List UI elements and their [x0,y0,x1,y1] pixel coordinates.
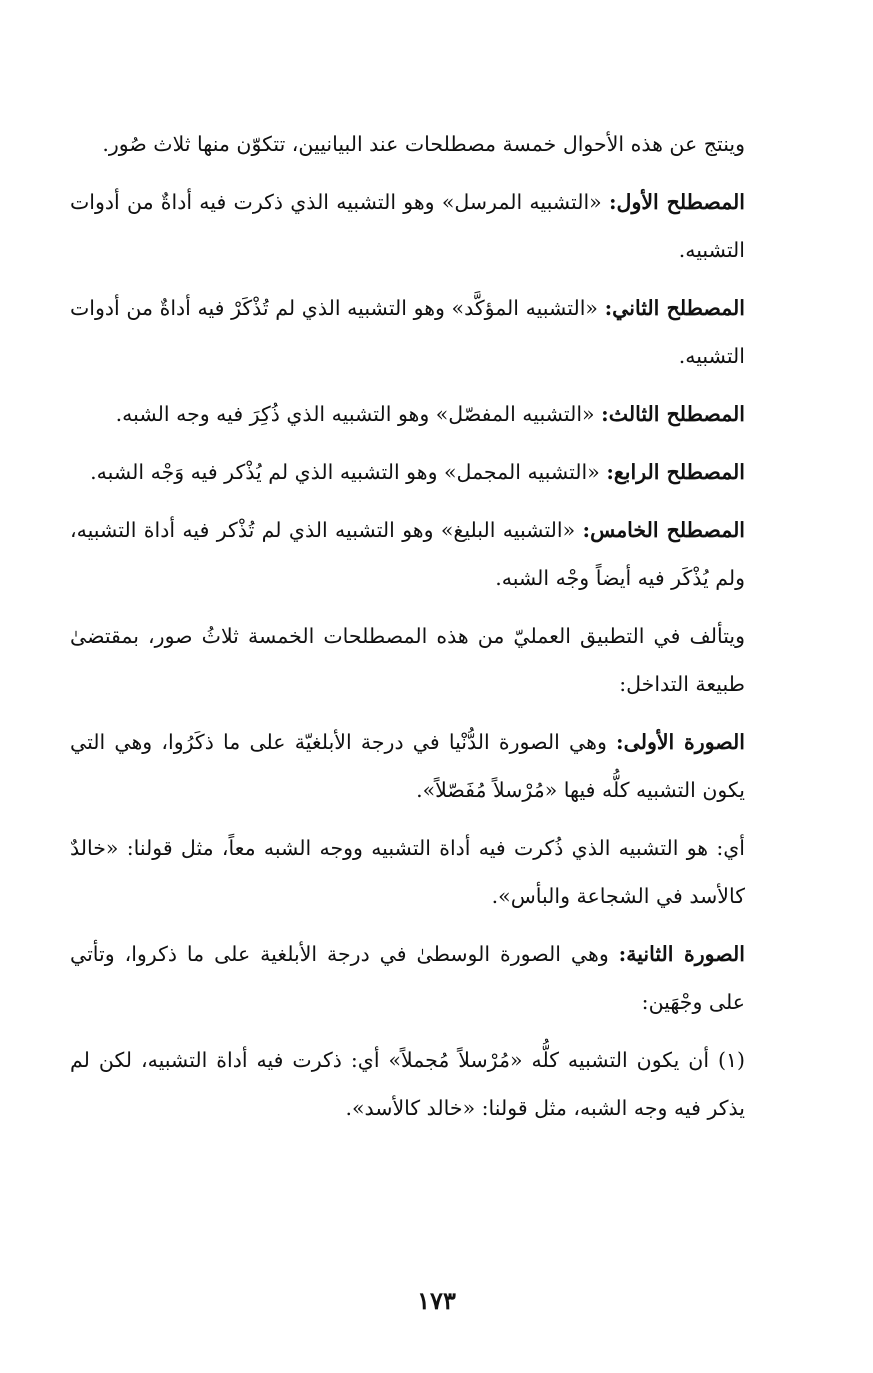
paragraph-text: «التشبيه المرسل» وهو التشبيه الذي ذكرت فيه أداةٌ من أدوات التشبيه. [70,190,745,262]
paragraph-term-2 [70,284,773,380]
paragraph-text: وينتج عن هذه الأحوال خمسة مصطلحات عند البيانيين، تتكوّن منها ثلاث صُور. [102,132,745,156]
paragraph-form-1-explanation [70,824,773,920]
paragraph-text: «التشبيه البليغ» وهو التشبيه الذي لم تُذْكر فيه أداة التشبيه، ولم يُذْكَر فيه أيضاً وجْه الشبه. [70,518,745,590]
paragraph-form-1 [70,718,773,814]
paragraph-text: (١) أن يكون التشبيه كلُّه «مُرْسلاً مُجملاً» أي: ذكرت فيه أداة التشبيه، لكن لم يذكر فيه وجه الشبه، مثل قولنا: «خالد كالأسد». [70,1048,745,1120]
term-label: المصطلح الثاني: [604,296,745,320]
paragraph-text: ويتألف في التطبيق العمليّ من هذه المصطلحات الخمسة ثلاثُ صور، بمقتضىٰ طبيعة التداخل: [70,624,745,696]
term-label: المصطلح الخامس: [582,518,746,542]
paragraph-term-3 [70,390,773,438]
paragraph-form-2 [70,930,773,1026]
paragraph-text: «التشبيه المؤكَّد» وهو التشبيه الذي لم تُذْكَرْ فيه أداةٌ من أدوات التشبيه. [70,296,745,368]
paragraph-term-5 [70,506,773,602]
term-label: الصورة الثانية: [618,942,745,966]
term-label: المصطلح الأول: [608,190,746,214]
paragraph-composition [70,612,773,708]
paragraph-text: وهي الصورة الوسطىٰ في درجة الأبلغية على ما ذكروا، وتأتي على وجْهَين: [70,942,745,1014]
paragraph-form-2-case-1 [70,1036,773,1132]
page-number: ١٧٣ [417,1286,456,1315]
paragraph-term-1 [70,178,773,274]
paragraph-text: «التشبيه المفصّل» وهو التشبيه الذي ذُكِرَ فيه وجه الشبه. [115,402,602,426]
term-label: المصطلح الثالث: [601,402,745,426]
paragraph-text: وهي الصورة الدُّنْيا في درجة الأبلغيّة على ما ذكَرُوا، وهي التي يكون التشبيه كلُّه فيها «مُرْسلاً مُفَصّلاً». [70,730,745,802]
paragraph-text: أي: هو التشبيه الذي ذُكرت فيه أداة التشبيه ووجه الشبه معاً، مثل قولنا: «خالدٌ كالأسد في الشجاعة والبأس». [70,836,745,908]
paragraph-term-4 [70,448,773,496]
term-label: المصطلح الرابع: [606,460,745,484]
page-body [70,120,773,1142]
paragraph-intro [70,120,773,168]
paragraph-text: «التشبيه المجمل» وهو التشبيه الذي لم يُذْكر فيه وَجْه الشبه. [90,460,607,484]
term-label: الصورة الأولى: [616,730,746,754]
